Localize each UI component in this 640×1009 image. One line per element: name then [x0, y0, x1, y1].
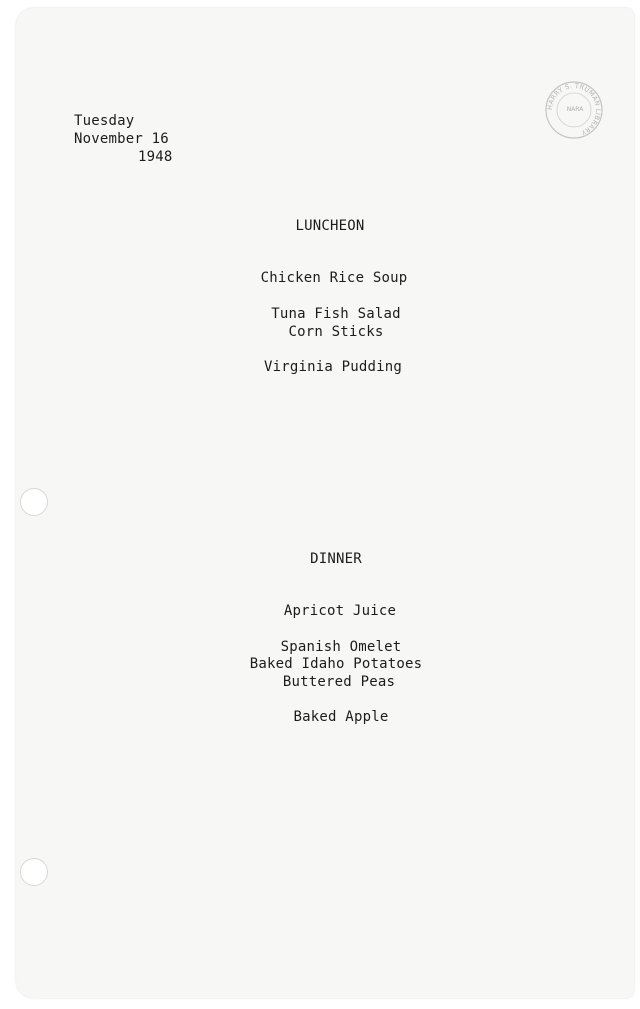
dinner-item-omelet: Spanish Omelet [280, 639, 402, 655]
dinner-item-potatoes: Baked Idaho Potatoes [249, 656, 423, 672]
binder-hole-bottom [20, 858, 48, 886]
svg-text:HARRY S. TRUMAN LIBRARY: HARRY S. TRUMAN LIBRARY [545, 81, 603, 137]
date-month-day: November 16 [74, 131, 169, 147]
date-year: 1948 [138, 149, 173, 165]
date-weekday: Tuesday [74, 113, 135, 129]
luncheon-item-corn-sticks: Corn Sticks [288, 324, 384, 340]
dinner-item-apple: Baked Apple [293, 709, 389, 725]
dinner-item-juice: Apricot Juice [283, 603, 397, 619]
luncheon-heading: LUNCHEON [295, 218, 365, 234]
archive-stamp [544, 80, 604, 140]
dinner-heading: DINNER [310, 551, 362, 567]
menu-page [16, 8, 634, 998]
luncheon-item-pudding: Virginia Pudding [263, 359, 403, 375]
luncheon-item-soup: Chicken Rice Soup [260, 270, 408, 286]
dinner-item-peas: Buttered Peas [282, 674, 396, 690]
luncheon-item-salad: Tuna Fish Salad [271, 306, 401, 322]
stamp-center-text: NARA [566, 106, 584, 113]
binder-hole-middle [20, 488, 48, 516]
